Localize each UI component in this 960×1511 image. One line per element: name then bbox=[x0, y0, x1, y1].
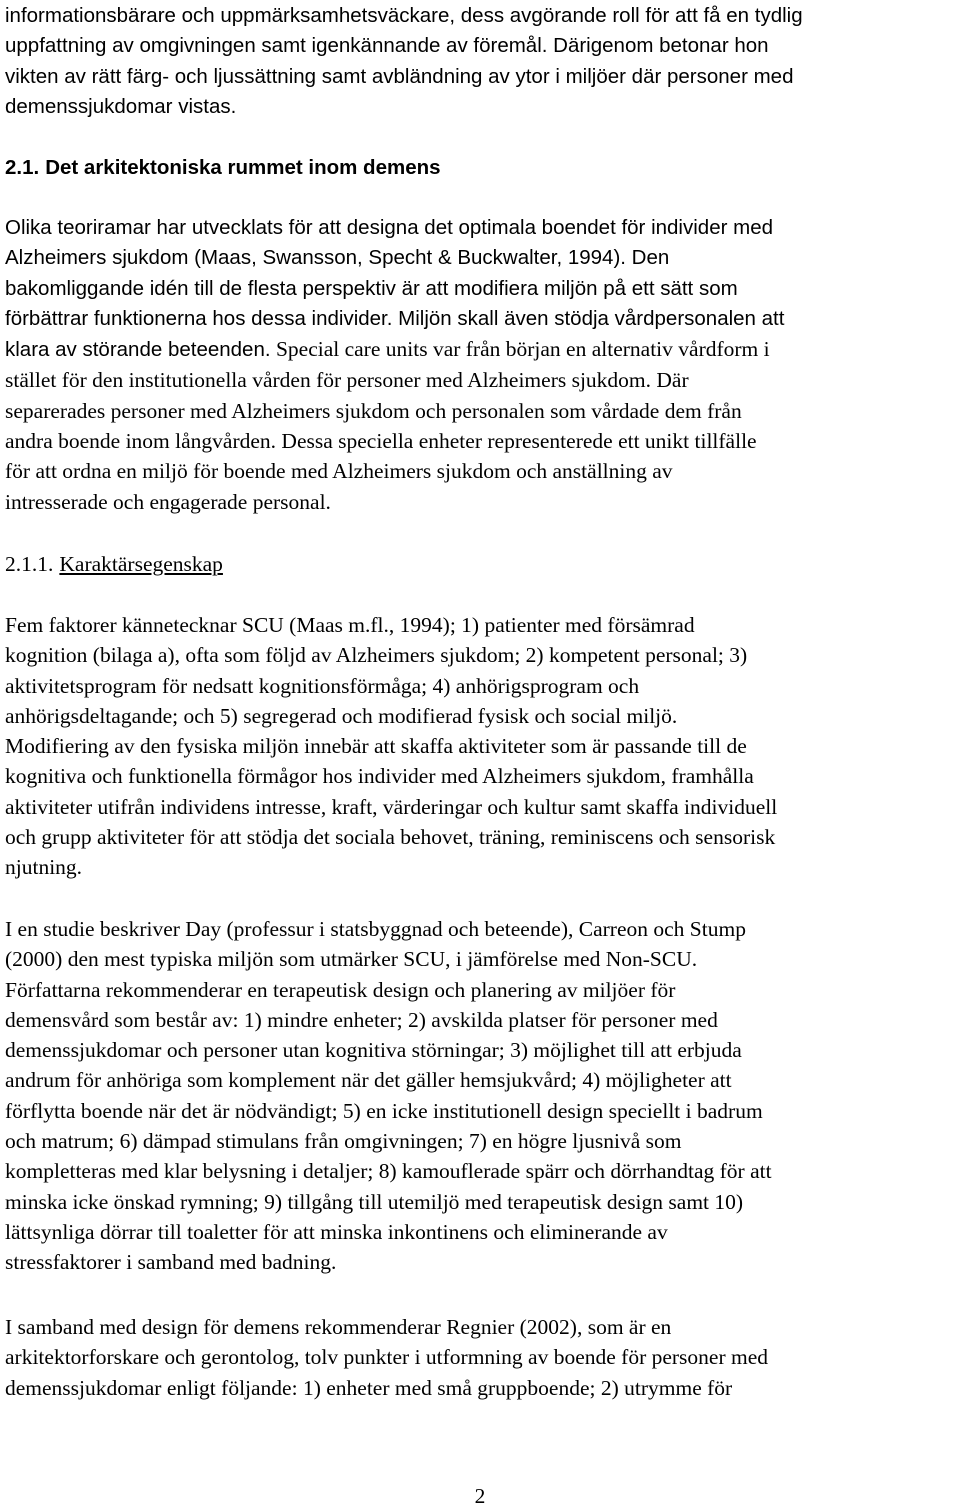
paragraph-study bbox=[5, 914, 772, 1278]
text-line: (2000) den mest typiska miljön som utmärker SCU, i jämförelse med Non-SCU. bbox=[5, 947, 698, 972]
text-line: stället för den institutionella vården för personer med Alzheimers sjukdom. Där bbox=[5, 368, 689, 393]
text-line: arkitektorforskare och gerontolog, tolv punkter i utformning av boende för personer med bbox=[5, 1345, 769, 1370]
text-line: klara av störande beteenden. Special care units var från början en alternativ vårdform i bbox=[5, 337, 770, 362]
text-line: Alzheimers sjukdom (Maas, Swansson, Specht & Buckwalter, 1994). Den bbox=[5, 246, 670, 270]
section-number: 2.1. bbox=[5, 156, 40, 179]
text-line: kompletteras med klar belysning i detaljer; 8) kamouflerade spärr och dörrhandtag för att bbox=[5, 1159, 772, 1184]
subsection-heading bbox=[5, 549, 223, 579]
text-line: minska icke önskad rymning; 9) tillgång till utemiljö med terapeutisk design samt 10) bbox=[5, 1189, 744, 1214]
section-heading bbox=[5, 153, 441, 183]
section-title: Det arkitektoniska rummet inom demens bbox=[45, 156, 441, 179]
text-line: aktiviteter utifrån individens intresse, kraft, värderingar och kultur samt skaffa individuell bbox=[5, 794, 778, 819]
text-line: vikten av rätt färg- och ljussättning samt avbländning av ytor i miljöer där personer med bbox=[5, 64, 794, 88]
text-line: I samband med design för demens rekommenderar Regnier (2002), som är en bbox=[5, 1315, 672, 1339]
text-line: förflytta boende när det är nödvändigt; 5) en icke institutionell design speciellt i badrum bbox=[5, 1098, 763, 1123]
text-line: demenssjukdomar och personer utan kognitiva störningar; 3) möjlighet till att erbjuda bbox=[5, 1038, 742, 1063]
text-line: aktivitetsprogram för nedsatt kognitionsförmåga; 4) anhörigsprogram och bbox=[5, 673, 640, 698]
text-line: stressfaktorer i samband med badning. bbox=[5, 1250, 337, 1275]
text-line: I en studie beskriver Day (professur i statsbyggnad och beteende), Carreon och Stump bbox=[5, 917, 746, 941]
text-line: Olika teoriramar har utvecklats för att designa det optimala boendet för individer med bbox=[5, 216, 773, 239]
text-line: kognitiva och funktionella förmågor hos individer med Alzheimers sjukdom, framhålla bbox=[5, 764, 754, 789]
text-line: uppfattning av omgivningen samt igenkännande av föremål. Därigenom betonar hon bbox=[5, 34, 769, 58]
text-line: och grupp aktiviteter för att stödja det sociala behovet, träning, reminiscens och sensorisk bbox=[5, 825, 776, 850]
text-line: kognition (bilaga a), ofta som följd av Alzheimers sjukdom; 2) kompetent personal; 3) bbox=[5, 643, 748, 668]
text-line: andrum för anhöriga som komplement när det gäller hemsjukvård; 4) möjligheter att bbox=[5, 1068, 732, 1093]
text-line: demensvård som består av: 1) mindre enheter; 2) avskilda platser för personer med bbox=[5, 1007, 718, 1032]
text-line: Fem faktorer kännetecknar SCU (Maas m.fl., 1994); 1) patienter med försämrad bbox=[5, 613, 695, 637]
text-line: för att ordna en miljö för boende med Alzheimers sjukdom och anställning av bbox=[5, 459, 673, 484]
text-line: Författarna rekommenderar en terapeutisk design och planering av miljöer för bbox=[5, 977, 676, 1002]
text-line: och matrum; 6) dämpad stimulans från omgivningen; 7) en högre ljusnivå som bbox=[5, 1129, 682, 1154]
text-line: anhörigsdeltagande; och 5) segregerad och modifierad fysisk och social miljö. bbox=[5, 703, 678, 728]
text-line: Modifiering av den fysiska miljön innebär att skaffa aktiviteter som är passande till de bbox=[5, 734, 747, 759]
page-number: 2 bbox=[474, 1484, 486, 1508]
subsection-number: 2.1.1. bbox=[5, 552, 54, 576]
text-line: njutning. bbox=[5, 855, 83, 880]
subsection-title: Karaktärsegenskap bbox=[59, 552, 223, 576]
text-line: förbättrar funktionerna hos dessa individer. Miljön skall även stödja vårdpersonalen att bbox=[5, 306, 785, 330]
paragraph-characteristics bbox=[5, 610, 777, 883]
text-line: separerades personer med Alzheimers sjukdom och personalen som vårdade dem från bbox=[5, 398, 742, 423]
intro-paragraph bbox=[5, 1, 803, 122]
text-line: demenssjukdomar vistas. bbox=[5, 94, 237, 118]
paragraph-architecture bbox=[5, 213, 960, 517]
text-line: andra boende inom långvården. Dessa speciella enheter representerede ett unikt tillfälle bbox=[5, 429, 757, 454]
text-line: lättsynliga dörrar till toaletter för att minska inkontinens och eliminerande av bbox=[5, 1219, 668, 1244]
paragraph-regnier bbox=[5, 1312, 768, 1403]
text-line: bakomliggande idén till de flesta perspektiv är att modifiera miljön på ett sätt som bbox=[5, 276, 738, 300]
text-line: informationsbärare och uppmärksamhetsväckare, dess avgörande roll för att få en tydlig bbox=[5, 4, 803, 27]
text-line: intresserade och engagerade personal. bbox=[5, 489, 331, 514]
text-line: demenssjukdomar enligt följande: 1) enheter med små gruppboende; 2) utrymme för bbox=[5, 1375, 733, 1400]
